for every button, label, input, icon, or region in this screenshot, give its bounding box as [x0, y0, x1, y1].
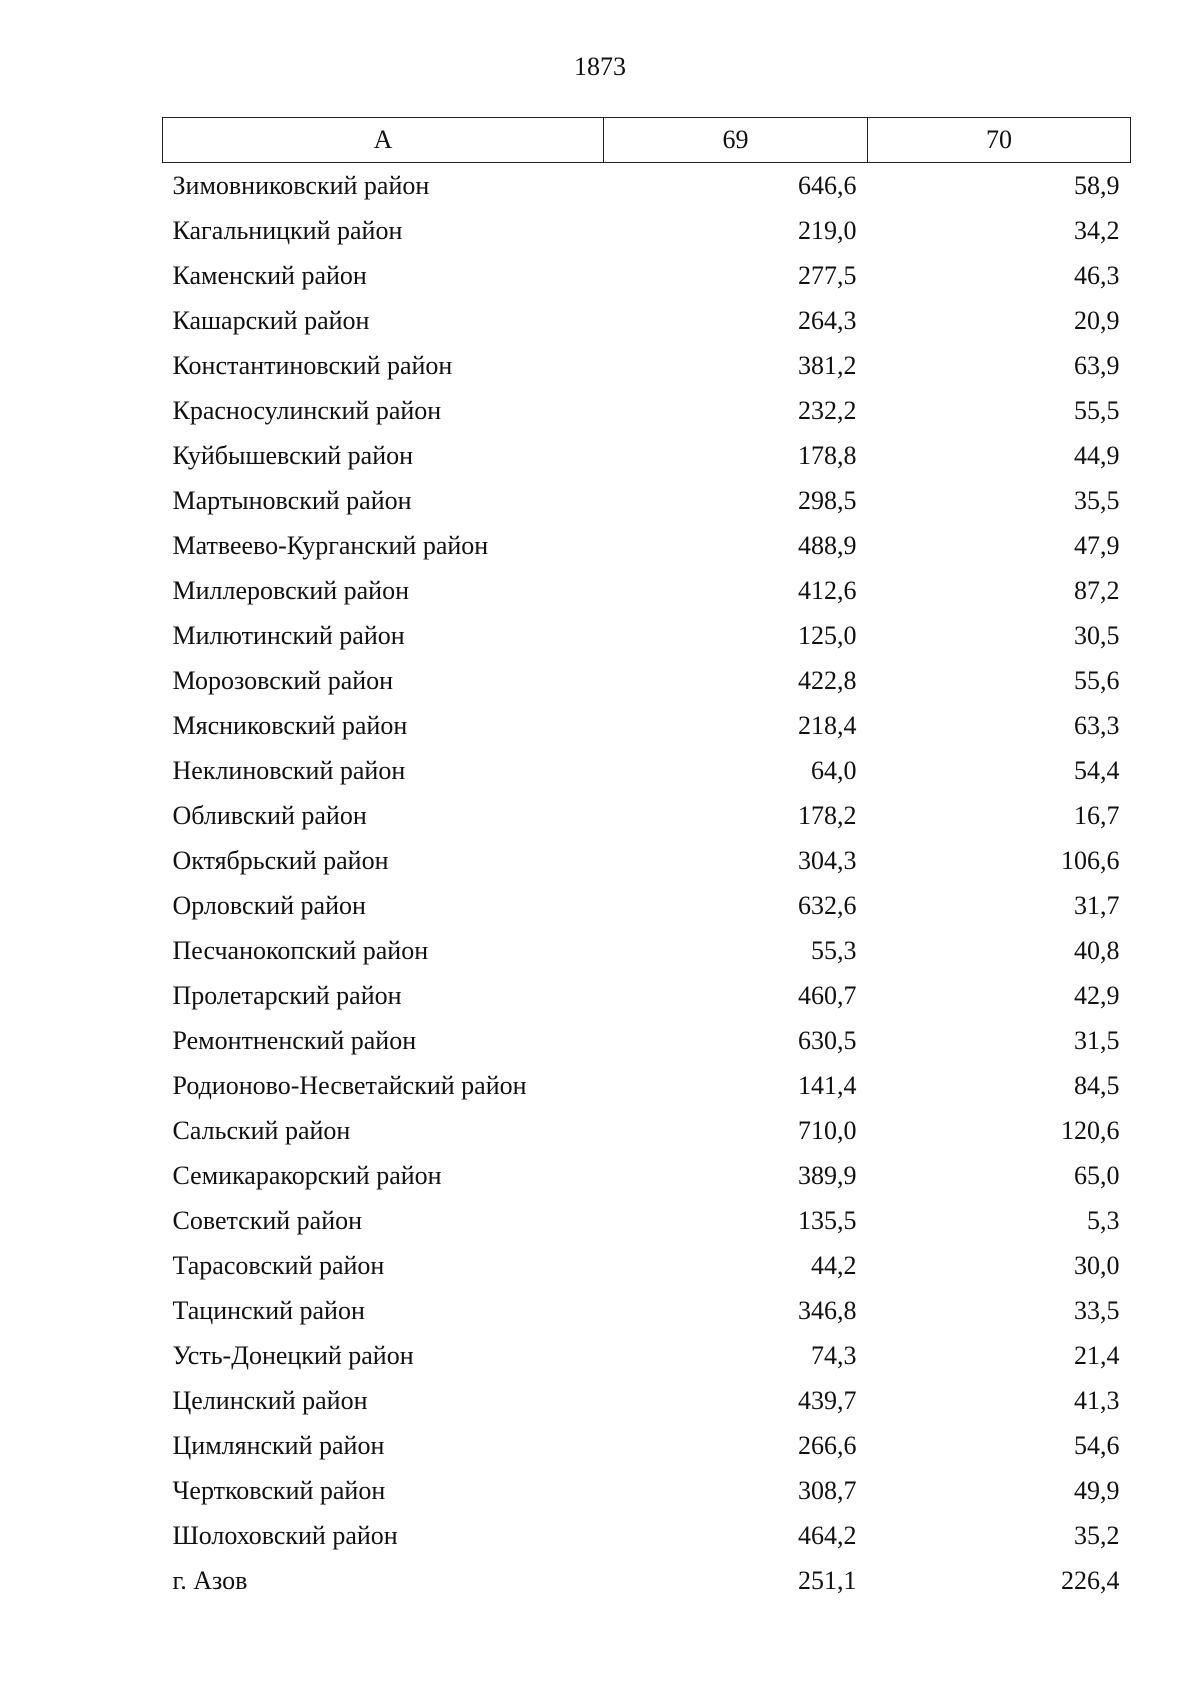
- value-70-cell: 31,5: [1074, 1026, 1120, 1055]
- table-row: [163, 838, 1131, 883]
- district-name-cell: Советский район: [172, 1206, 363, 1235]
- column-header-70: 70: [868, 118, 1131, 163]
- value-69-cell: 64,0: [811, 756, 857, 785]
- value-69-cell: 412,6: [798, 576, 857, 605]
- value-69-cell: 439,7: [798, 1386, 857, 1415]
- value-69-cell: 464,2: [798, 1521, 857, 1550]
- district-name-cell: Семикаракорский район: [172, 1161, 442, 1190]
- value-70-cell: 120,6: [1061, 1116, 1120, 1145]
- table-row: [163, 1063, 1131, 1108]
- data-table: [162, 117, 1131, 1603]
- value-70-cell: 106,6: [1061, 846, 1120, 875]
- table-row: [163, 298, 1131, 343]
- column-header-69: 69: [604, 118, 868, 163]
- district-name-cell: Каменский район: [172, 261, 367, 290]
- table-row: [163, 793, 1131, 838]
- value-69-cell: 44,2: [811, 1251, 857, 1280]
- value-69-cell: 266,6: [798, 1431, 857, 1460]
- value-70-cell: 87,2: [1074, 576, 1120, 605]
- district-name-cell: Пролетарский район: [172, 981, 402, 1010]
- value-70-cell: 55,6: [1074, 666, 1120, 695]
- district-name-cell: Усть-Донецкий район: [172, 1341, 414, 1370]
- header-row: [163, 118, 1131, 163]
- district-name-cell: Сальский район: [172, 1116, 351, 1145]
- table-body: [163, 163, 1131, 1604]
- value-69-cell: 422,8: [798, 666, 857, 695]
- district-name-cell: Песчанокопский район: [172, 936, 429, 965]
- district-name-cell: Куйбышевский район: [172, 441, 414, 470]
- table-row: [163, 1378, 1131, 1423]
- table-row: [163, 703, 1131, 748]
- value-70-cell: 84,5: [1074, 1071, 1120, 1100]
- value-70-cell: 31,7: [1074, 891, 1120, 920]
- table-row: [163, 568, 1131, 613]
- value-70-cell: 226,4: [1061, 1566, 1120, 1595]
- district-name-cell: Октябрьский район: [172, 846, 389, 875]
- value-70-cell: 33,5: [1074, 1296, 1120, 1325]
- value-70-cell: 54,4: [1074, 756, 1120, 785]
- table-row: [163, 343, 1131, 388]
- value-69-cell: 298,5: [798, 486, 857, 515]
- value-70-cell: 63,9: [1074, 351, 1120, 380]
- district-name-cell: Миллеровский район: [172, 576, 410, 605]
- table-row: [163, 1423, 1131, 1468]
- district-name-cell: Родионово-Несветайский район: [172, 1071, 527, 1100]
- value-70-cell: 63,3: [1074, 711, 1120, 740]
- value-69-cell: 135,5: [798, 1206, 857, 1235]
- district-name-cell: Матвеево-Курганский район: [172, 531, 489, 560]
- value-69-cell: 178,2: [798, 801, 857, 830]
- table-row: [163, 1243, 1131, 1288]
- value-70-cell: 21,4: [1074, 1341, 1120, 1370]
- table-row: [163, 478, 1131, 523]
- district-name-cell: Мартыновский район: [172, 486, 412, 515]
- district-name-cell: Зимовниковский район: [172, 171, 430, 200]
- district-name-cell: Константиновский район: [172, 351, 453, 380]
- district-name-cell: Чертковский район: [172, 1476, 386, 1505]
- table-row: [163, 1558, 1131, 1603]
- value-70-cell: 47,9: [1074, 531, 1120, 560]
- district-name-cell: Шолоховский район: [172, 1521, 398, 1550]
- value-69-cell: 125,0: [798, 621, 857, 650]
- table-row: [163, 253, 1131, 298]
- table-row: [163, 1018, 1131, 1063]
- district-name-cell: Целинский район: [172, 1386, 368, 1415]
- district-name-cell: Кашарский район: [172, 306, 370, 335]
- district-name-cell: Тацинский район: [172, 1296, 365, 1325]
- value-69-cell: 178,8: [798, 441, 857, 470]
- value-70-cell: 16,7: [1074, 801, 1120, 830]
- district-name-cell: Цимлянский район: [172, 1431, 385, 1460]
- table-row: [163, 523, 1131, 568]
- district-name-cell: Тарасовский район: [172, 1251, 385, 1280]
- value-69-cell: 232,2: [798, 396, 857, 425]
- column-header-name: А: [163, 118, 604, 163]
- table-row: [163, 658, 1131, 703]
- district-name-cell: Милютинский район: [172, 621, 405, 650]
- value-69-cell: 277,5: [798, 261, 857, 290]
- district-name-cell: Неклиновский район: [172, 756, 406, 785]
- value-69-cell: 141,4: [798, 1071, 857, 1100]
- table-row: [163, 928, 1131, 973]
- value-70-cell: 58,9: [1074, 171, 1120, 200]
- value-70-cell: 20,9: [1074, 306, 1120, 335]
- value-70-cell: 55,5: [1074, 396, 1120, 425]
- value-69-cell: 264,3: [798, 306, 857, 335]
- value-69-cell: 219,0: [798, 216, 857, 245]
- table-row: [163, 613, 1131, 658]
- value-69-cell: 304,3: [798, 846, 857, 875]
- page-number: 1873: [574, 52, 626, 81]
- table-row: [163, 1198, 1131, 1243]
- table-row: [163, 1153, 1131, 1198]
- value-69-cell: 346,8: [798, 1296, 857, 1325]
- value-70-cell: 49,9: [1074, 1476, 1120, 1505]
- table-row: [163, 208, 1131, 253]
- table-row: [163, 433, 1131, 478]
- value-70-cell: 46,3: [1074, 261, 1120, 290]
- value-70-cell: 35,5: [1074, 486, 1120, 515]
- table-row: [163, 1288, 1131, 1333]
- value-70-cell: 35,2: [1074, 1521, 1120, 1550]
- district-name-cell: г. Азов: [172, 1566, 248, 1595]
- value-69-cell: 308,7: [798, 1476, 857, 1505]
- value-69-cell: 74,3: [811, 1341, 857, 1370]
- district-name-cell: Морозовский район: [172, 666, 394, 695]
- value-69-cell: 646,6: [798, 171, 857, 200]
- table-row: [163, 1468, 1131, 1513]
- value-69-cell: 55,3: [811, 936, 857, 965]
- table-row: [163, 163, 1131, 209]
- value-70-cell: 41,3: [1074, 1386, 1120, 1415]
- value-69-cell: 488,9: [798, 531, 857, 560]
- value-69-cell: 389,9: [798, 1161, 857, 1190]
- value-70-cell: 40,8: [1074, 936, 1120, 965]
- table-header: [163, 118, 1131, 163]
- district-name-cell: Орловский район: [172, 891, 366, 920]
- district-name-cell: Кагальницкий район: [172, 216, 403, 245]
- value-70-cell: 54,6: [1074, 1431, 1120, 1460]
- value-69-cell: 251,1: [798, 1566, 857, 1595]
- table-row: [163, 1513, 1131, 1558]
- table-row: [163, 973, 1131, 1018]
- value-69-cell: 630,5: [798, 1026, 857, 1055]
- value-70-cell: 65,0: [1074, 1161, 1120, 1190]
- value-70-cell: 42,9: [1074, 981, 1120, 1010]
- table-row: [163, 388, 1131, 433]
- value-70-cell: 30,0: [1074, 1251, 1120, 1280]
- table-row: [163, 1333, 1131, 1378]
- district-name-cell: Ремонтненский район: [172, 1026, 417, 1055]
- value-69-cell: 632,6: [798, 891, 857, 920]
- value-69-cell: 381,2: [798, 351, 857, 380]
- district-name-cell: Обливский район: [172, 801, 367, 830]
- value-69-cell: 218,4: [798, 711, 857, 740]
- table-row: [163, 883, 1131, 928]
- value-69-cell: 710,0: [798, 1116, 857, 1145]
- district-name-cell: Красносулинский район: [172, 396, 442, 425]
- table-row: [163, 748, 1131, 793]
- district-name-cell: Мясниковский район: [172, 711, 408, 740]
- value-69-cell: 460,7: [798, 981, 857, 1010]
- value-70-cell: 5,3: [1087, 1206, 1120, 1235]
- value-70-cell: 44,9: [1074, 441, 1120, 470]
- value-70-cell: 34,2: [1074, 216, 1120, 245]
- value-70-cell: 30,5: [1074, 621, 1120, 650]
- table-row: [163, 1108, 1131, 1153]
